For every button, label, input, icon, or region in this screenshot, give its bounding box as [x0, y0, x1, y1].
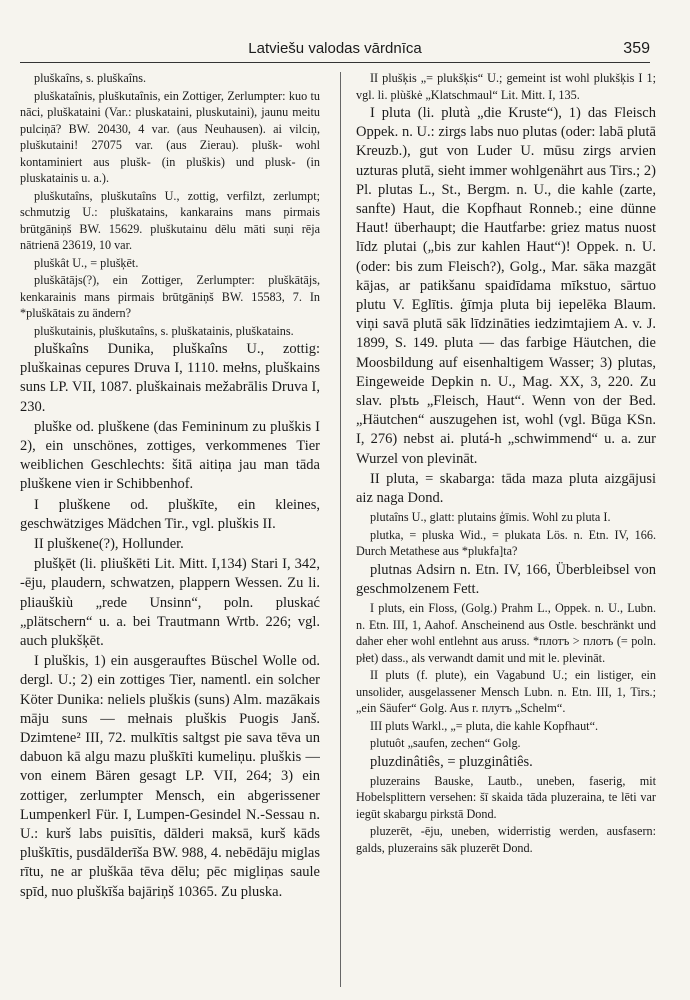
dictionary-entry: II pluts (f. plute), ein Vagabund U.; ein listiger, ein unsolider, ausgelassener Mensch Lubn. n. Etn. III, 1, Tirs.; „ein Säufer“ Golg. Aus r. плутъ „Schelm“. [356, 668, 656, 716]
dictionary-entry: pluškutainis, pluškutaîns, s. pluškatainis, pluškatains. [34, 323, 294, 338]
dictionary-entry: I pluts, ein Floss, (Golg.) Prahm L., Oppek. n. U., Lubn. n. Etn. III, 1, Aahof. Anscheinend aus Ostle. beschränkt und daher eher wohl entlehnt aus aruss. *плотъ > плотъ (= poln. płet) dass., als verwandt damit und mit le. plevināt. [356, 601, 656, 665]
dictionary-entry: I pluškene od. pluškīte, ein kleines, geschwätziges Mädchen Tir., vgl. pluškis II. [20, 496, 320, 532]
dictionary-entry: III pluts Warkl., „= pluta, die kahle Kopfhaut“. [370, 718, 599, 733]
dictionary-entry: pluzdinâtiês, = pluzginâtiês. [370, 753, 533, 770]
dictionary-entry: I pluškis, 1) ein ausgerauftes Büschel Wolle od. dergl. U.; 2) ein zottiges Tier, namentl. ein solcher Köter Dunika: neliels pluškis (suns) Alm. mazākais māju suns — mełnais pluškis Puogis Janš. Dzimtene² III, 72. mulkītis saltgst pie sava tēva un dabuon kā algu mazu pluškīti kumeliņu. pluškis — von einem Bären gesagt LP. VII, 264; 3) ein zottiger, zerlumpter Mensch, ein abgerissener Lumpenkerl Für. I, Lumpen-Gesindel N.-Sessau n. U.: kurš labs puisītis, dālderi maksā, kurš kāds pluškītis, pusdālderīša BW. 988, 4. nebēdāju miglas rītu, ne ar pluškāa tēva dēlu; pēc migliņas saule spīd, nuo pluškīša bajāriņš 10365. Zu pluska. [20, 653, 320, 900]
dictionary-entry: plušķēt (li. pliuškēti Lit. Mitt. I,134) Stari I, 342, -ēju, plaudern, schwatzen, plappern Wessen. Zu li. pliauškiù „rede Unsinn“, poln. pluskać „plätschern“ u. a. bei Trautmann Wrtb. 226; vgl. auch plukšķēt. [20, 556, 320, 650]
right-column [356, 70, 656, 990]
dictionary-entry: I pluta (li. plutà „die Kruste“), 1) das Fleisch Oppek. n. U.: zirgs labs nuo plutas (oder: labā plutā Kreuzb.), gut von Luder U. mūsu zirgs arvien uzturas plutā, sieht immer wohlgenährt aus Tirs.; 2) Pl. plutas L., St., Bergm. n. U., die kahle (zarte, sanfte) Haut, die Kopfhaut Ronneb.; eine dünne Haut! überhaupt; die Hautfarbe: griez matus nuost līdz plutai („bis zur kahlen Haut“)! Oppek. n. U. (oder: bis zum Fleisch?), Golg., Mar. sāka mazgāt kājas, ar patikšanu spaidīdama mīkstuo, sārtuo plutu V. Eglītis. ģīmja pluta bij iepelēka Blaum. viņi savā plutā sāk līdzināties iedzimtajiem A. v. J. 1899, S. 149. pluta — das farbige Häutchen, die Moosbildung auf eisenhaltigem Wasser; 3) plutas, Eingeweide Depkin n. U., Mag. XX, 3, 220. Zu slav. plъtь „Fleisch, Haut“. Wenn von der Bed. „Häutchen“ auszugehen ist, wohl (vgl. Būga KSn. I, 276) nebst ai. plutá-h „schwimmend“ u. a. zur Wurzel von plevināt. [356, 105, 656, 467]
dictionary-entry: pluzerains Bauske, Lautb., uneben, faserig, mit Hobelsplittern versehen: šī skaida tāda pluzeraina, te lēti var iegūt skabargu pirkstā Dond. [356, 773, 656, 821]
dictionary-entry: plutnas Adsirn n. Etn. IV, 166, Überbleibsel von geschmolzenem Fett. [356, 561, 656, 597]
dictionary-entry: pluškaîns Dunika, pluškaîns U., zottig: pluškainas cepures Druva I, 1110. mełns, pluškains suns LP. VII, 1087. pluškainais mežabrālis Druva I, 230. [20, 341, 320, 415]
page-number: 359 [623, 40, 650, 57]
dictionary-entry: pluškātājs(?), ein Zottiger, Zerlumpter: pluškātājs, kenkarainis mans pirmais brūtgāniņš BW. 15583, 7. In *pluškātais zu ändern? [20, 273, 320, 320]
dictionary-entry: II plušķis „= plukšķis“ U.; gemeint ist wohl plukšķis I 1; vgl. li. plùškė „Klatschmaul“ Lit. Mitt. I, 135. [356, 71, 656, 102]
dictionary-entry: pluškutaîns, pluškutaîns U., zottig, verfilzt, zerlumpt; schmutzig U.: pluškatains, kankarains mans pirmais brūtgāniņš BW. 15629. pluškutainu dēlu māti suņi rēja nātrienā 23619, 10 var. [20, 188, 320, 252]
dictionary-entry: plutaîns U., glatt: plutains ģīmis. Wohl zu pluta I. [370, 510, 611, 525]
dictionary-entry: pluškât U., = plušķēt. [34, 255, 139, 270]
dictionary-entry: II pluškene(?), Hollunder. [34, 536, 184, 553]
left-column [20, 70, 320, 990]
dictionary-entry: pluške od. pluškene (das Femininum zu pluškis I 2), ein unschönes, zottiges, verkommenes Tier weiblichen Geschlechts: šitā aitiņa jau man tāda pluškene vien ir Schibbenhof. [20, 418, 320, 493]
dictionary-entry: plutuôt „saufen, zechen“ Golg. [370, 736, 521, 751]
column-divider [340, 72, 341, 987]
dictionary-entry: pluzerēt, -ēju, uneben, widerristig werden, ausfasern: galds, pluzerains sāk pluzerēt Dond. [356, 824, 656, 855]
page-header [20, 38, 650, 63]
dictionary-entry: pluškaîns, s. pluškaîns. [34, 71, 147, 85]
running-head: Latviešu valodas vārdnīca [248, 40, 422, 57]
dictionary-entry: plutka, = pluska Wid., = plukata Lös. n. Etn. IV, 166. Durch Metathese aus *plukfa]ta? [356, 527, 656, 559]
dictionary-entry: II pluta, = skabarga: tāda maza pluta aizgājusi aiz naga Dond. [356, 470, 656, 507]
dictionary-entry: pluškataînis, pluškutaînis, ein Zottiger, Zerlumpter: kuo tu nāci, pluškataini (Var.: pluskataini, pluskutaini), jaunu meitu pulciņā? BW. 20430, 4 var. (aus Neuhausen). ai vilciņ, pluškutaini! 27075 var. (aus Zierau). plušk- wohl kontaminiert aus plušk- (in pluškis) und plusk- (in pluskatainis u. a.). [20, 88, 320, 185]
